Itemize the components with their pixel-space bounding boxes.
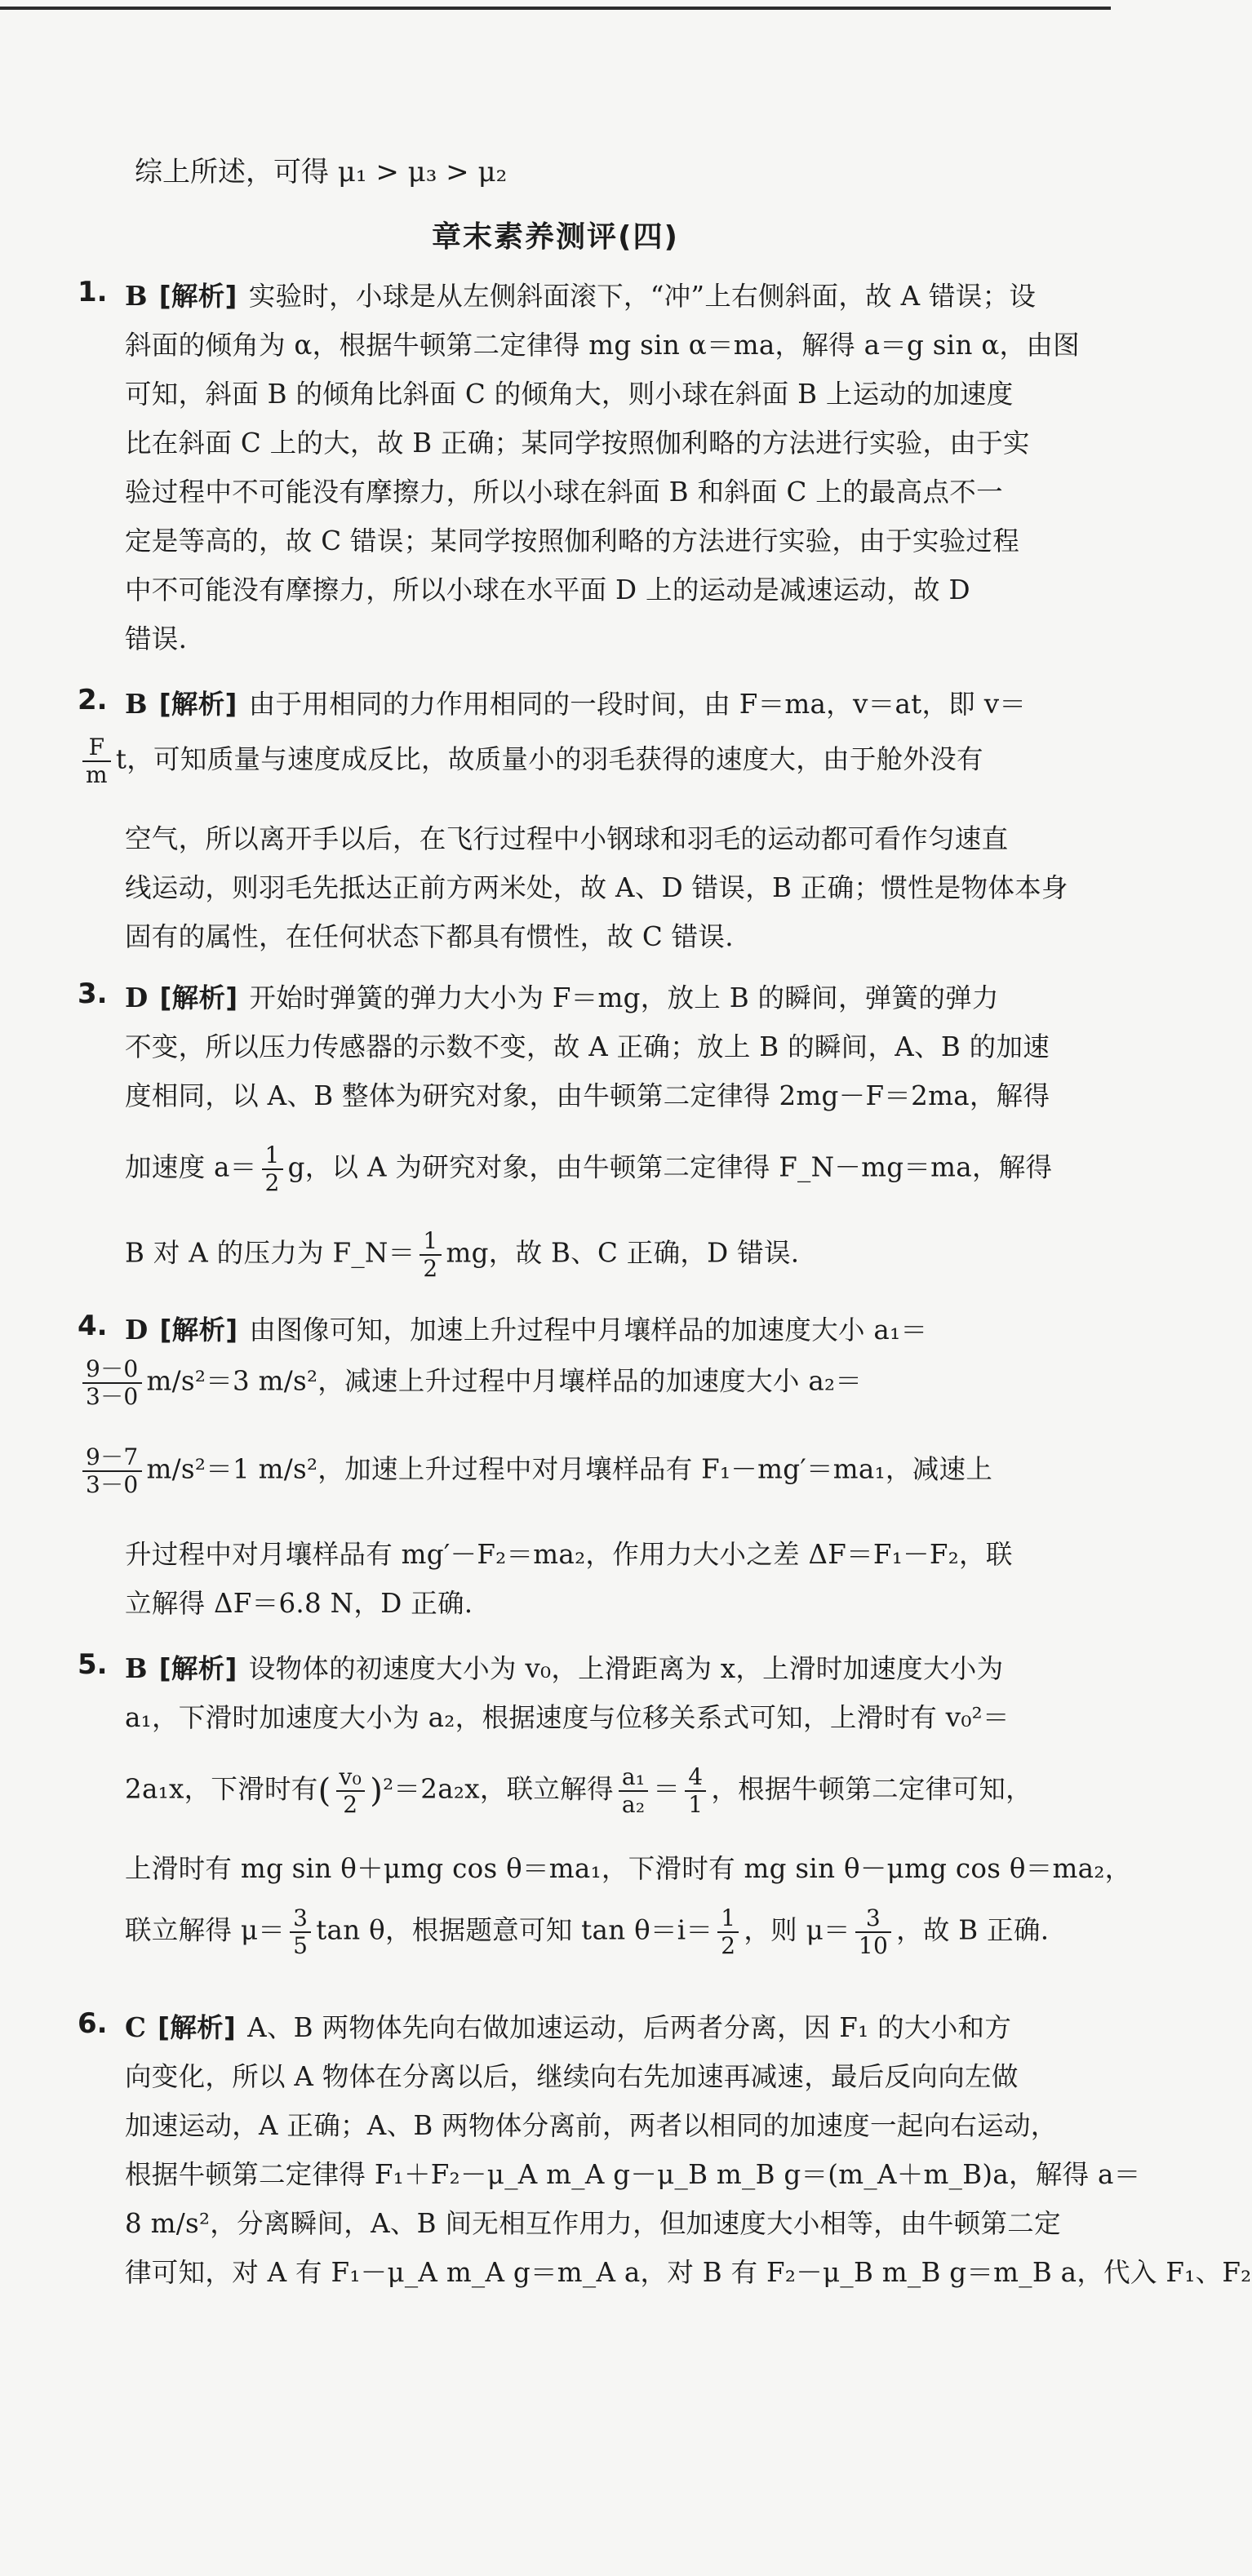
analysis-tag: [解析] [158, 1653, 238, 1684]
fraction-f-over-m: $\frac{F}{m}$ [82, 734, 111, 788]
question-number: 6. [78, 2007, 108, 2040]
question-number: 1. [78, 276, 108, 308]
fraction-one-half: $\frac{1}{2}$ [420, 1228, 441, 1282]
question-3-line-4: 加速度 a＝ $\frac{1}{2}$ g，以 A 为研究对象，由牛顿第二定律得 F_N－mg＝ma，解得 [125, 1142, 1053, 1196]
question-5-line-3: 2a₁x，下滑时有( $\frac{\text{v₀}}{2}$ )²＝2a₂x，联立解得 $\frac{\text{a₁}}{\text{a₂}}$ ＝ $\frac{4}{1}$ ，根据牛顿第二定律可知， [125, 1763, 1032, 1818]
fraction-accel-1: $\frac{9-0}{3-0}$ [82, 1356, 142, 1410]
question-1-line-2: 斜面的倾角为 α，根据牛顿第二定律得 mg sin α＝ma，解得 a＝g sin α，由图 [125, 330, 1080, 361]
question-3-line-1: D [解析] 开始时弹簧的弹力大小为 F＝mg，放上 B 的瞬间，弹簧的弹力 [125, 982, 999, 1013]
question-number: 5. [78, 1648, 108, 1681]
question-5-line-5: 联立解得 μ＝ $\frac{3}{5}$ tan θ，根据题意可知 tan θ＝i＝ $\frac{1}{2}$ ，则 μ＝ $\frac{3}{10}$ ，故 B 正确. [125, 1904, 1050, 1959]
question-1-line-1: B [解析] 实验时，小球是从左侧斜面滚下，“冲”上右侧斜面，故 A 错误；设 [125, 280, 1037, 312]
question-2-line-2: $\frac{F}{m}$ t，可知质量与速度成反比，故质量小的羽毛获得的速度大，由于舱外没有 [78, 734, 1063, 788]
question-4-line-4: 升过程中对月壤样品有 mg′－F₂＝ma₂，作用力大小之差 ΔF＝F₁－F₂，联 [125, 1539, 1013, 1570]
question-4-line-3: $\frac{9-7}{3-0}$ m/s²＝1 m/s²，加速上升过程中对月壤样品有 F₁－mg′＝ma₁，减速上 [78, 1444, 1063, 1498]
answer-letter: C [125, 2011, 147, 2043]
fraction-3-over-5: $\frac{3}{5}$ [290, 1905, 311, 1959]
question-4-line-5: 立解得 ΔF＝6.8 N，D 正确. [125, 1588, 473, 1619]
question-6-line-1: C [解析] A、B 两物体先向右做加速运动，后两者分离，因 F₁ 的大小和方 [125, 2011, 1012, 2043]
question-5-line-1: B [解析] 设物体的初速度大小为 v₀，上滑距离为 x，上滑时加速度大小为 [125, 1652, 1004, 1684]
question-1-line-5: 验过程中不可能没有摩擦力，所以小球在斜面 B 和斜面 C 上的最高点不一 [125, 477, 1003, 508]
question-2-line-3: 空气，所以离开手以后，在飞行过程中小钢球和羽毛的运动都可看作匀速直 [125, 823, 1009, 854]
question-5-line-2: a₁，下滑时加速度大小为 a₂，根据速度与位移关系式可知，上滑时有 v₀²＝ [125, 1702, 1010, 1733]
question-2-line-1: B [解析] 由于用相同的力作用相同的一段时间，由 F＝ma，v＝at，即 v＝ [125, 688, 1027, 720]
analysis-tag: [解析] [158, 281, 238, 312]
question-3-line-5: B 对 A 的压力为 F_N＝ $\frac{1}{2}$ mg，故 B、C 正确，D 错误. [125, 1227, 800, 1282]
question-number: 4. [78, 1310, 108, 1342]
question-5-line-4: 上滑时有 mg sin θ＋μmg cos θ＝ma₁，下滑时有 mg sin θ－μmg cos θ＝ma₂， [125, 1853, 1132, 1884]
answer-letter: B [125, 688, 148, 720]
question-1-line-7: 中不可能没有摩擦力，所以小球在水平面 D 上的运动是减速运动，故 D [125, 574, 970, 605]
question-4-line-1: D [解析] 由图像可知，加速上升过程中月壤样品的加速度大小 a₁＝ [125, 1314, 928, 1346]
chapter-title: 章末素养测评(四) [432, 220, 679, 254]
answer-letter: B [125, 280, 148, 312]
fraction-4-over-1: $\frac{4}{1}$ [685, 1764, 706, 1818]
answer-letter: D [125, 1314, 149, 1346]
question-6-line-2: 向变化，所以 A 物体在分离以后，继续向右先加速再减速，最后反向向左做 [125, 2061, 1019, 2092]
answer-letter: D [125, 982, 149, 1013]
question-6-line-6: 律可知，对 A 有 F₁－μ_A m_A g＝m_A a，对 B 有 F₂－μ_B m_B g＝m_B a，代入 F₁、F₂ [125, 2257, 1252, 2288]
summary-line: 综上所述，可得 μ₁ > μ₃ > μ₂ [135, 156, 508, 188]
question-3-line-3: 度相同，以 A、B 整体为研究对象，由牛顿第二定律得 2mg－F＝2ma，解得 [125, 1080, 1050, 1111]
top-rule [0, 7, 1111, 10]
analysis-tag: [解析] [159, 1315, 238, 1346]
fraction-1-over-2: $\frac{1}{2}$ [717, 1905, 739, 1959]
analysis-tag: [解析] [159, 982, 238, 1013]
question-1-line-4: 比在斜面 C 上的大，故 B 正确；某同学按照伽利略的方法进行实验，由于实 [125, 428, 1030, 459]
question-2-line-5: 固有的属性，在任何状态下都具有惯性，故 C 错误. [125, 921, 734, 952]
fraction-v0-over-2: $\frac{\text{v₀}}{2}$ [336, 1764, 366, 1818]
fraction-3-over-10: $\frac{3}{10}$ [855, 1905, 891, 1959]
fraction-a1-over-a2: $\frac{\text{a₁}}{\text{a₂}}$ [619, 1764, 649, 1818]
question-number: 3. [78, 978, 108, 1010]
question-1-line-8: 错误. [125, 623, 188, 654]
analysis-tag: [解析] [158, 689, 238, 720]
analysis-tag: [解析] [158, 2012, 237, 2043]
question-1-line-6: 定是等高的，故 C 错误；某同学按照伽利略的方法进行实验，由于实验过程 [125, 525, 1020, 556]
question-6-line-4: 根据牛顿第二定律得 F₁＋F₂－μ_A m_A g－μ_B m_B g＝(m_A＋m_B)a，解得 a＝ [125, 2159, 1141, 2190]
question-6-line-3: 加速运动，A 正确；A、B 两物体分离前，两者以相同的加速度一起向右运动， [125, 2110, 1058, 2141]
question-4-line-2: $\frac{9-0}{3-0}$ m/s²＝3 m/s²，减速上升过程中月壤样品的加速度大小 a₂＝ [78, 1356, 1063, 1410]
answer-letter: B [125, 1652, 148, 1684]
question-6-line-5: 8 m/s²，分离瞬间，A、B 间无相互作用力，但加速度大小相等，由牛顿第二定 [125, 2208, 1061, 2239]
question-2-line-4: 线运动，则羽毛先抵达正前方两米处，故 A、D 错误，B 正确；惯性是物体本身 [125, 872, 1068, 903]
question-3-line-2: 不变，所以压力传感器的示数不变，故 A 正确；放上 B 的瞬间，A、B 的加速 [125, 1031, 1050, 1062]
question-1-line-3: 可知，斜面 B 的倾角比斜面 C 的倾角大，则小球在斜面 B 上运动的加速度 [125, 379, 1014, 410]
fraction-one-half: $\frac{1}{2}$ [262, 1142, 283, 1196]
question-number: 2. [78, 684, 108, 716]
fraction-accel-2: $\frac{9-7}{3-0}$ [82, 1444, 142, 1498]
